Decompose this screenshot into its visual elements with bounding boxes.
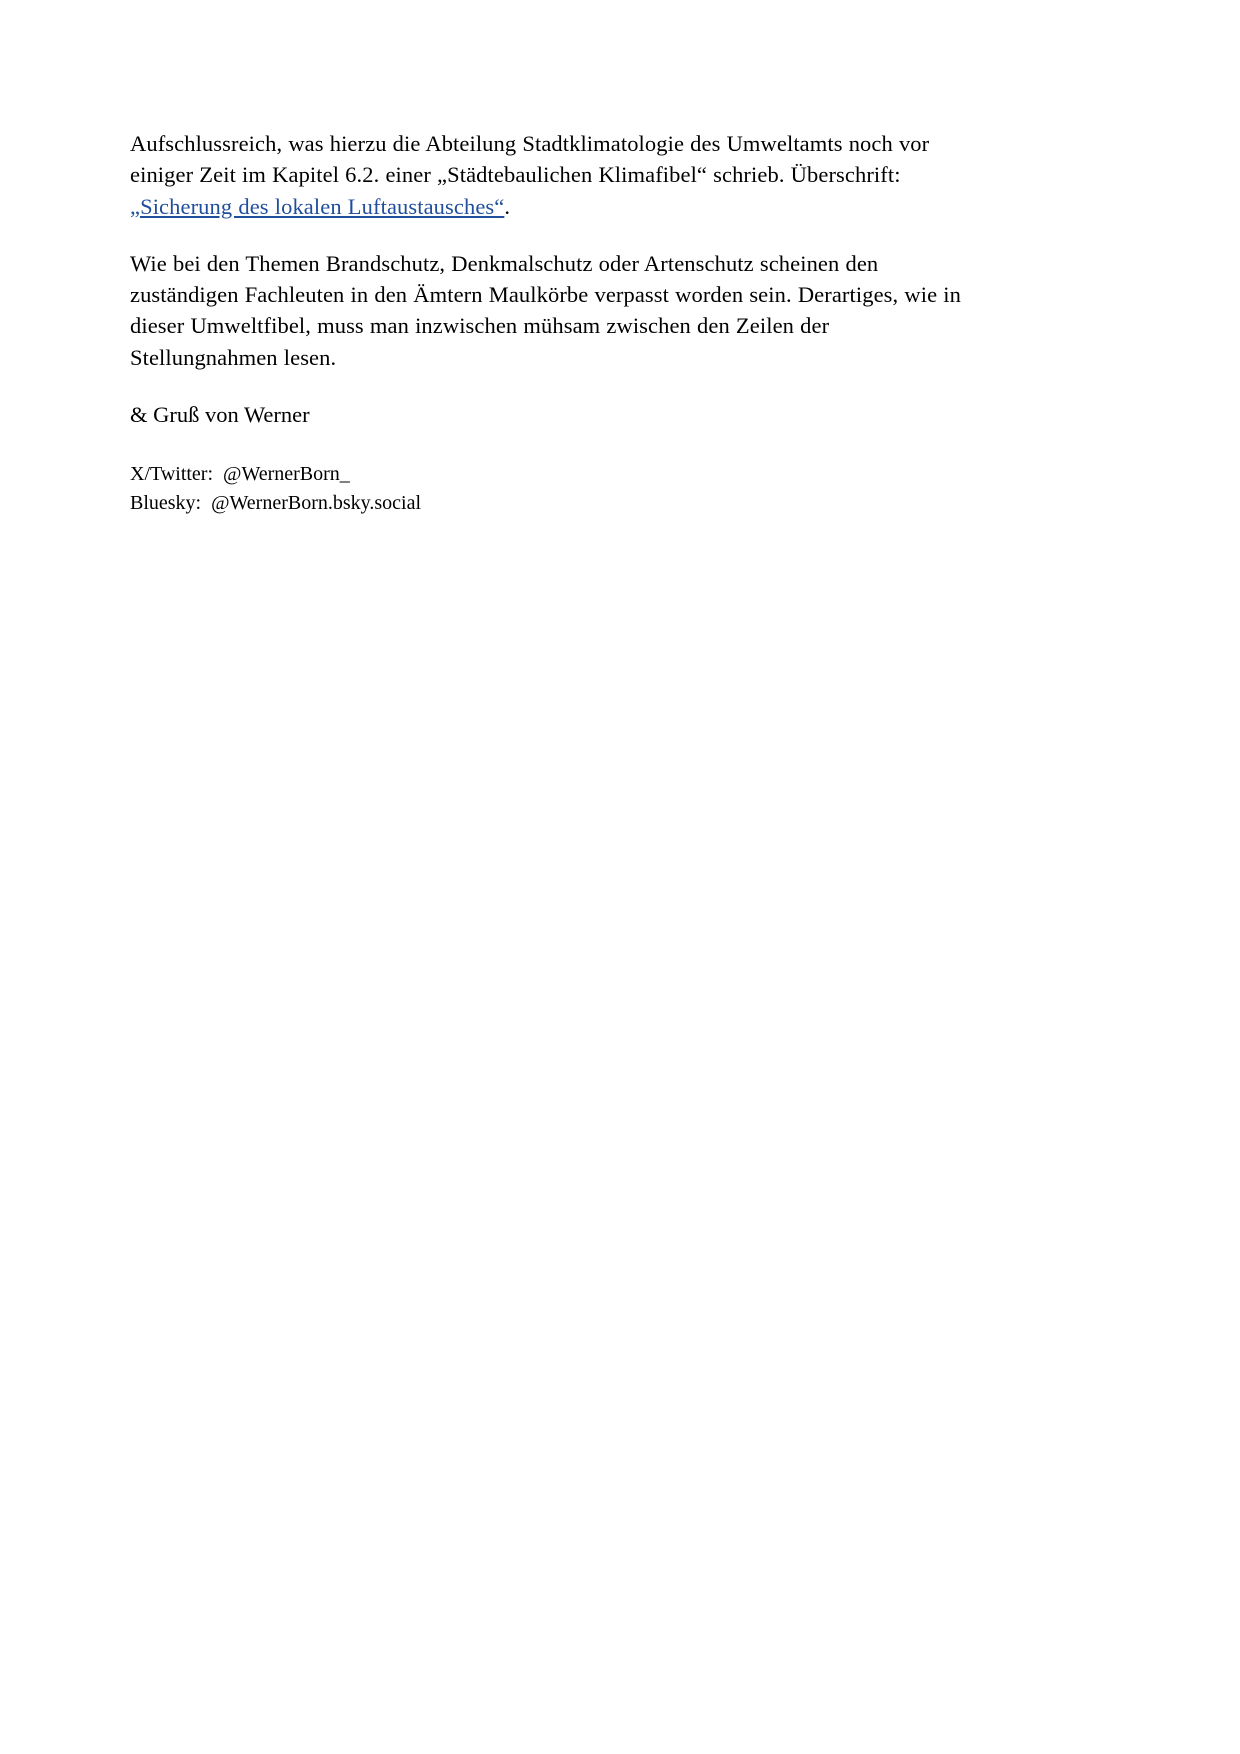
handle-twitter[interactable]: X/Twitter: @WernerBorn_ (130, 463, 350, 486)
paragraph-maulkoerbe: Wie bei den Themen Brandschutz, Denkmalschutz oder Artenschutz scheinen den zuständigen Fachleuten in den Ämtern Maulkörbe verpasst worden sein. Derartiges, wie in dieser Umweltfibel, muss man inzwischen mühsam zwischen den Zeilen der Stellungnahmen lesen. (130, 250, 961, 370)
document-body (130, 128, 980, 517)
paragraph-climate-guide (130, 128, 980, 222)
paragraph-tail-text: . (504, 193, 511, 219)
social-handles (130, 460, 980, 517)
handle-bluesky[interactable]: Bluesky: @WernerBorn.bsky.social (130, 491, 422, 514)
link-sicherung-des-lokalen-luftaustausches[interactable]: „Sicherung des lokalen Luftaustausches“ (130, 193, 505, 219)
signature-line: & Gruß von Werner (130, 401, 310, 427)
paragraph-lead-text: Aufschlussreich, was hierzu die Abteilung Stadtklimatologie des Umweltamts noch vor einiger Zeit im Kapitel 6.2. einer „Städtebaulichen Klimafibel“ schrieb. Überschrift: (130, 131, 930, 188)
